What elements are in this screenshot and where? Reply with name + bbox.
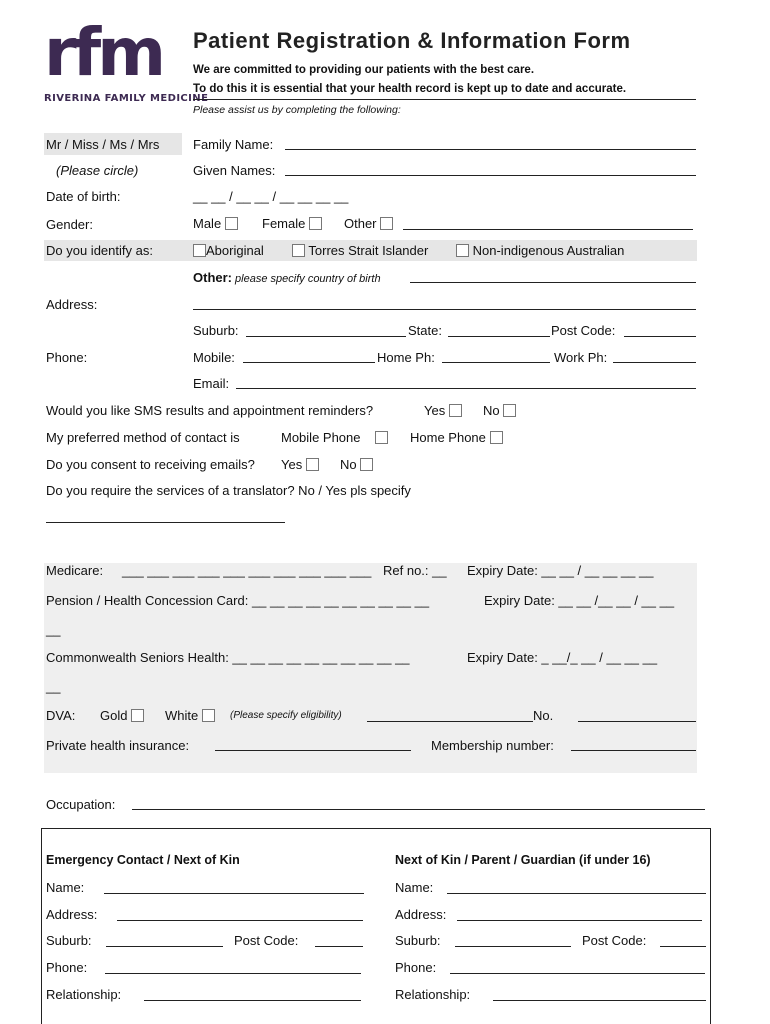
dva-number-field[interactable] (578, 721, 696, 722)
home-ph-field[interactable] (442, 362, 550, 363)
seniors-card-field[interactable]: Commonwealth Seniors Health: __ __ __ __ __ __ __ __ __ __ (46, 650, 410, 665)
private-insurance-label: Private health insurance: (46, 738, 190, 753)
gender-other-field[interactable] (403, 229, 693, 230)
left-phone-label: Phone: (46, 960, 88, 975)
home-ph-label: Home Ph: (377, 350, 435, 365)
right-address-field[interactable] (457, 920, 702, 921)
left-relationship-field[interactable] (144, 1000, 361, 1001)
contact-question: My preferred method of contact is (46, 430, 240, 445)
email-field[interactable] (236, 388, 696, 389)
gender-female-option[interactable] (262, 216, 322, 231)
address-field[interactable] (193, 309, 696, 310)
translator-field[interactable] (46, 522, 285, 523)
given-names-field[interactable] (285, 175, 696, 176)
identify-other-row (193, 270, 381, 285)
intro-divider (193, 99, 696, 100)
translator-question: Do you require the services of a translator? No / Yes pls specify (46, 483, 411, 498)
dob-field[interactable]: __ __ / __ __ / __ __ __ __ (193, 189, 349, 204)
left-suburb-field[interactable] (106, 946, 223, 947)
dva-white-label: White (165, 708, 199, 723)
work-ph-label: Work Ph: (554, 350, 608, 365)
emails-yes-option[interactable] (281, 457, 319, 472)
sms-yes-label: Yes (424, 403, 446, 418)
salutation-label: Mr / Miss / Ms / Mrs (46, 137, 160, 152)
nonindig-checkbox[interactable] (456, 244, 469, 257)
gender-male-label: Male (193, 216, 222, 231)
intro-line-1: We are committed to providing our patients with the best care. (193, 64, 535, 76)
medicare-ref-field[interactable]: Ref no.: __ (383, 563, 447, 578)
emergency-left-title: Emergency Contact / Next of Kin (46, 853, 240, 867)
phone-label: Phone: (46, 350, 88, 365)
medicare-number-field[interactable]: ___ ___ ___ ___ ___ ___ ___ ___ ___ ___ (122, 563, 372, 578)
dva-eligibility-hint: (Please specify eligibility) (230, 710, 342, 721)
medicare-label: Medicare: (46, 563, 104, 578)
right-phone-label: Phone: (395, 960, 437, 975)
emails-question: Do you consent to receiving emails? (46, 457, 255, 472)
identify-label: Do you identify as: (46, 243, 153, 258)
identify-nonindig-option[interactable] (456, 243, 624, 258)
left-address-field[interactable] (117, 920, 363, 921)
family-name-label: Family Name: (193, 137, 274, 152)
dob-label: Date of birth: (46, 189, 121, 204)
seniors-expiry-field[interactable]: Expiry Date: _ __/_ __ / __ __ __ (467, 650, 658, 665)
dva-gold-checkbox[interactable] (131, 709, 144, 722)
identify-torres-option[interactable] (292, 243, 428, 258)
left-name-field[interactable] (104, 893, 364, 894)
logo-name: RIVERINA FAMILY MEDICINE (44, 93, 209, 104)
sms-no-checkbox[interactable] (503, 404, 516, 417)
dva-gold-label: Gold (100, 708, 128, 723)
left-name-label: Name: (46, 880, 85, 895)
suburb-field[interactable] (246, 336, 406, 337)
sms-yes-checkbox[interactable] (449, 404, 462, 417)
torres-checkbox[interactable] (292, 244, 305, 257)
pension-card-field[interactable]: Pension / Health Concession Card: __ __ __ __ __ __ __ __ __ __ (46, 593, 430, 608)
aboriginal-label: Aboriginal (206, 243, 264, 258)
right-suburb-field[interactable] (455, 946, 571, 947)
occupation-field[interactable] (132, 809, 705, 810)
dva-white-option[interactable] (165, 708, 215, 723)
emails-no-label: No (340, 457, 357, 472)
gender-other-option[interactable] (344, 216, 393, 231)
seniors-wrap: __ (46, 679, 61, 694)
gender-male-option[interactable] (193, 216, 238, 231)
right-name-field[interactable] (447, 893, 706, 894)
identify-aboriginal-option[interactable] (193, 243, 264, 258)
right-name-label: Name: (395, 880, 434, 895)
dva-gold-option[interactable] (100, 708, 144, 723)
left-postcode-field[interactable] (315, 946, 363, 947)
dva-white-checkbox[interactable] (202, 709, 215, 722)
state-label: State: (408, 323, 442, 338)
right-phone-field[interactable] (450, 973, 705, 974)
email-label: Email: (193, 376, 230, 391)
gender-other-label: Other (344, 216, 377, 231)
emails-yes-checkbox[interactable] (306, 458, 319, 471)
gender-male-checkbox[interactable] (225, 217, 238, 230)
sms-yes-option[interactable] (424, 403, 462, 418)
logo-mark: rfm (44, 14, 163, 91)
right-postcode-field[interactable] (660, 946, 706, 947)
occupation-label: Occupation: (46, 797, 116, 812)
identify-other-hint: please specify country of birth (232, 273, 381, 285)
given-names-label: Given Names: (193, 163, 276, 178)
please-circle-note: (Please circle) (56, 163, 139, 178)
gender-female-checkbox[interactable] (309, 217, 322, 230)
gender-female-label: Female (262, 216, 306, 231)
right-address-label: Address: (395, 907, 447, 922)
country-of-birth-field[interactable] (410, 282, 696, 283)
contact-home-option[interactable] (410, 430, 503, 445)
dva-no-label: No. (533, 708, 554, 723)
left-relationship-label: Relationship: (46, 987, 122, 1002)
emails-no-option[interactable] (340, 457, 373, 472)
family-name-field[interactable] (285, 149, 696, 150)
emails-yes-label: Yes (281, 457, 303, 472)
membership-field[interactable] (571, 750, 696, 751)
gender-other-checkbox[interactable] (380, 217, 393, 230)
suburb-label: Suburb: (193, 323, 239, 338)
contact-home-checkbox[interactable] (490, 431, 503, 444)
right-relationship-label: Relationship: (395, 987, 471, 1002)
contact-home-label: Home Phone (410, 430, 486, 445)
left-postcode-label: Post Code: (234, 933, 299, 948)
torres-label: Torres Strait Islander (308, 243, 429, 258)
emails-no-checkbox[interactable] (360, 458, 373, 471)
emergency-right-title: Next of Kin / Parent / Guardian (if under 16) (395, 853, 651, 867)
contact-mobile-option[interactable] (281, 430, 388, 445)
postcode-label: Post Code: (551, 323, 616, 338)
medicare-expiry-field[interactable]: Expiry Date: __ __ / __ __ __ __ (467, 563, 654, 578)
gender-label: Gender: (46, 217, 93, 232)
sms-no-label: No (483, 403, 500, 418)
left-address-label: Address: (46, 907, 98, 922)
state-field[interactable] (448, 336, 550, 337)
mobile-label: Mobile: (193, 350, 235, 365)
private-insurance-field[interactable] (215, 750, 411, 751)
nonindig-label: Non-indigenous Australian (472, 243, 625, 258)
contact-mobile-label: Mobile Phone (281, 430, 361, 445)
intro-line-2: To do this it is essential that your health record is kept up to date and accurate. (193, 83, 627, 95)
identify-other-label: Other: (193, 270, 232, 285)
postcode-field[interactable] (624, 336, 696, 337)
work-ph-field[interactable] (613, 362, 696, 363)
pension-expiry-field[interactable]: Expiry Date: __ __ /__ __ / __ __ (484, 593, 675, 608)
intro-line-3: Please assist us by completing the following: (193, 104, 401, 116)
right-relationship-field[interactable] (493, 1000, 706, 1001)
aboriginal-checkbox[interactable] (193, 244, 206, 257)
contact-mobile-checkbox[interactable] (375, 431, 388, 444)
dva-eligibility-field[interactable] (367, 721, 533, 722)
sms-no-option[interactable] (483, 403, 516, 418)
right-postcode-label: Post Code: (582, 933, 647, 948)
membership-label: Membership number: (431, 738, 554, 753)
left-phone-field[interactable] (105, 973, 361, 974)
right-suburb-label: Suburb: (395, 933, 441, 948)
pension-wrap: __ (46, 622, 61, 637)
address-label: Address: (46, 297, 98, 312)
dva-label: DVA: (46, 708, 76, 723)
sms-question: Would you like SMS results and appointment reminders? (46, 403, 374, 418)
mobile-field[interactable] (243, 362, 375, 363)
page-title: Patient Registration & Information Form (193, 28, 631, 53)
left-suburb-label: Suburb: (46, 933, 92, 948)
